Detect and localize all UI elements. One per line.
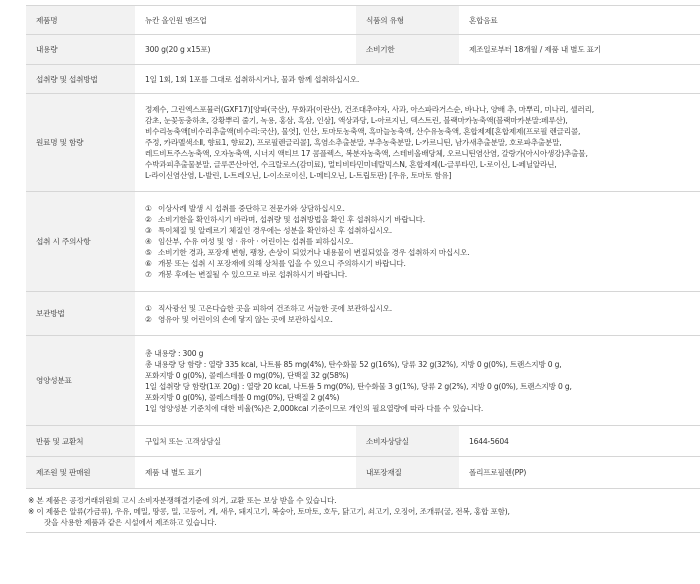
consumer-center-value: 1644-5604 <box>459 426 700 457</box>
returns-label: 반품 및 교환처 <box>26 426 135 457</box>
ingredients-line: 감초, 눈꽃동충하초, 강황뿌리 줄기, 녹용, 홍삼, 흑삼, 인삼], 액상과당, L-아르지닌, 덱스트린, 블랙마카농축액(블랙마카분말:페루산), <box>145 116 568 125</box>
expiry-label: 소비기한 <box>356 35 459 65</box>
caution-item-number: ② <box>145 215 152 224</box>
nutrition-line: 포화지방 0 g(0%), 콜레스테롤 0 mg(0%), 단백질 32 g(58%) <box>145 370 349 380</box>
caution-item <box>145 258 700 269</box>
row-product-name <box>26 6 700 35</box>
cautions-label: 섭취 시 주의사항 <box>26 192 135 292</box>
product-name-value: 뉴칸 올인원 맨즈업 <box>135 6 356 35</box>
nutrition-line: 1일 섭취량 당 함량(1포 20g) : 열량 20 kcal, 나트륨 5 mg(0%), 탄수화물 3 g(1%), 당류 2 g(2%), 지방 0 g(0%), 트랜스지방 0 g, <box>145 381 572 391</box>
food-type-value: 혼합음료 <box>459 6 700 35</box>
caution-item <box>145 269 700 280</box>
caution-item-text: 개봉 또는 섭취 시 포장재에 의해 상처를 입을 수 있으니 주의하시기 바랍니다. <box>158 259 406 268</box>
caution-item-text: 특이체질 및 알레르기 체질인 경우에는 성분을 확인하신 후 섭취하십시오. <box>158 226 392 235</box>
nutrition-label: 영양성분표 <box>26 336 135 426</box>
footnote-allergen: ※ 이 제품은 알류(가금류), 우유, 메밀, 땅콩, 밀, 고등어, 게, 새우, 돼지고기, 복숭아, 토마토, 호두, 닭고기, 쇠고기, 오징어, 조개류(굴, 전복, 홍합 포함), <box>28 507 510 516</box>
row-cautions <box>26 192 700 292</box>
row-ingredients <box>26 94 700 192</box>
bottom-divider <box>26 532 700 533</box>
consumer-center-label: 소비자상담실 <box>356 426 459 457</box>
food-type-label: 식품의 유형 <box>356 6 459 35</box>
ingredients-line: 레드비트주스농축액, 오자농축액, 시너지 액티브 17 콤플렉스, 복분자농축액, 스테비올배당체, 오르니틴염산염, 갈랑가(아시아생강)추출물, <box>145 149 588 158</box>
returns-value: 구입처 또는 고객상담실 <box>135 426 356 457</box>
maker-value: 제품 내 별도 표기 <box>135 457 356 489</box>
storage-item-text: 영유아 및 어린이의 손에 닿지 않는 곳에 보관하십시오. <box>158 314 333 324</box>
storage-list <box>135 292 700 336</box>
caution-item-text: 이상사례 발생 시 섭취를 중단하고 전문가와 상담하십시오. <box>158 204 345 213</box>
caution-item <box>145 247 700 258</box>
row-storage <box>26 292 700 336</box>
ingredients-line: 주정, 카라멜색소Ⅱ, 향료1, 향료2), 프로필렌글리콜], 흑염소추출분말, 부추농축분말, L-카르니틴, 남가새추출분말, 호로파추출분말, <box>145 138 562 147</box>
product-name-label: 제품명 <box>26 6 135 35</box>
caution-item-number: ⑤ <box>145 248 152 257</box>
cautions-list <box>135 192 700 292</box>
ingredients-label: 원료명 및 함량 <box>26 94 135 192</box>
footnote-allergen-cont: 잣을 사용한 제품과 같은 시설에서 제조하고 있습니다. <box>44 518 217 527</box>
caution-item <box>145 225 700 236</box>
packaging-value: 폴리프로필렌(PP) <box>459 457 700 489</box>
nutrition-line: 총 내용량 : 300 g <box>145 348 204 358</box>
ingredients-value <box>135 94 700 192</box>
storage-label: 보관방법 <box>26 292 135 336</box>
storage-item-text: 직사광선 및 고온다습한 곳을 피하여 건조하고 서늘한 곳에 보관하십시오. <box>158 303 392 313</box>
row-returns <box>26 426 700 457</box>
caution-item-text: 소비기한을 확인하시기 바라며, 섭취량 및 섭취방법을 확인 후 섭취하시기 바랍니다. <box>158 215 425 224</box>
product-info-table <box>26 5 700 489</box>
nutrition-line: 총 내용량 당 함량 : 열량 335 kcal, 나트륨 85 mg(4%), 탄수화물 52 g(16%), 당류 32 g(32%), 지방 0 g(0%), 트랜스지방 0 g, <box>145 359 562 369</box>
footnote-exchange: ※ 본 제품은 공정거래위원회 고시 소비자분쟁해결기준에 의거, 교환 또는 보상 받을 수 있습니다. <box>28 496 337 505</box>
caution-item <box>145 236 700 247</box>
nutrition-line: 포화지방 0 g(0%), 콜레스테롤 0 mg(0%), 단백질 2 g(4%) <box>145 392 340 402</box>
volume-label: 내용량 <box>26 35 135 65</box>
packaging-label: 내포장재질 <box>356 457 459 489</box>
caution-item-number: ③ <box>145 226 152 235</box>
caution-item-number: ④ <box>145 237 152 246</box>
storage-item-number: ① <box>145 303 152 313</box>
caution-item-number: ⑥ <box>145 259 152 268</box>
nutrition-line: 1일 영양성분 기준치에 대한 비율(%)은 2,000kcal 기준이므로 개인의 필요열량에 따라 다를 수 있습니다. <box>145 403 484 413</box>
row-maker <box>26 457 700 489</box>
storage-item-number: ② <box>145 314 152 324</box>
volume-value: 300 g(20 g x15포) <box>135 35 356 65</box>
ingredients-line: L-라이신염산염, L-발린, L-트레오닌, L-이소로이신, L-메티오닌, L-트립토판) [우유, 토마토 함유] <box>145 171 452 180</box>
row-volume <box>26 35 700 65</box>
expiry-value: 제조일로부터 18개월 / 제품 내 별도 표기 <box>459 35 700 65</box>
caution-item-text: 개봉 후에는 변질될 수 있으므로 바로 섭취하시기 바랍니다. <box>158 270 347 279</box>
footnotes <box>26 495 700 528</box>
row-nutrition <box>26 336 700 426</box>
maker-label: 제조원 및 판매원 <box>26 457 135 489</box>
intake-value: 1일 1회, 1회 1포를 그대로 섭취하시거나, 물과 함께 섭취하십시오. <box>135 65 700 94</box>
product-info-sheet <box>26 5 700 533</box>
storage-item <box>145 314 700 325</box>
caution-item-number: ⑦ <box>145 270 152 279</box>
ingredients-line: 비수리농축액[비수리추출액(비수리:국산), 물엿], 인산, 토마토농축액, 흑마늘농축액, 산수유농축액, 혼합제제[혼합제제(프로필 렌글리콜, <box>145 127 581 136</box>
caution-item <box>145 203 700 214</box>
row-intake <box>26 65 700 94</box>
caution-item-text: 소비기한 경과, 포장재 변형, 팽창, 손상이 되었거나 내용물이 변질되었을 경우 섭취하지 마십시오. <box>158 248 470 257</box>
intake-label: 섭취량 및 섭취방법 <box>26 65 135 94</box>
caution-item-number: ① <box>145 204 152 213</box>
ingredients-line: 수박과피추출물분말, 글루콘산아연, 수크랄로스(감미료), 멀티비타민미네랄믹스N, 혼합제제(L-글루타민, L-로이신, L-페닐알라닌, <box>145 160 557 169</box>
nutrition-value <box>135 336 700 426</box>
caution-item-text: 임산부, 수유 여성 및 영 · 유아 · 어린이는 섭취를 피하십시오. <box>158 237 354 246</box>
caution-item <box>145 214 700 225</box>
storage-item <box>145 303 700 314</box>
ingredients-line: 정제수, 그린엑스포뮬러(GXF17)[양파(국산), 무화과(이란산), 건조대추야자, 사과, 아스파라거스순, 바나나, 양배 추, 마뿌리, 미나리, 셀러리, <box>145 105 594 114</box>
